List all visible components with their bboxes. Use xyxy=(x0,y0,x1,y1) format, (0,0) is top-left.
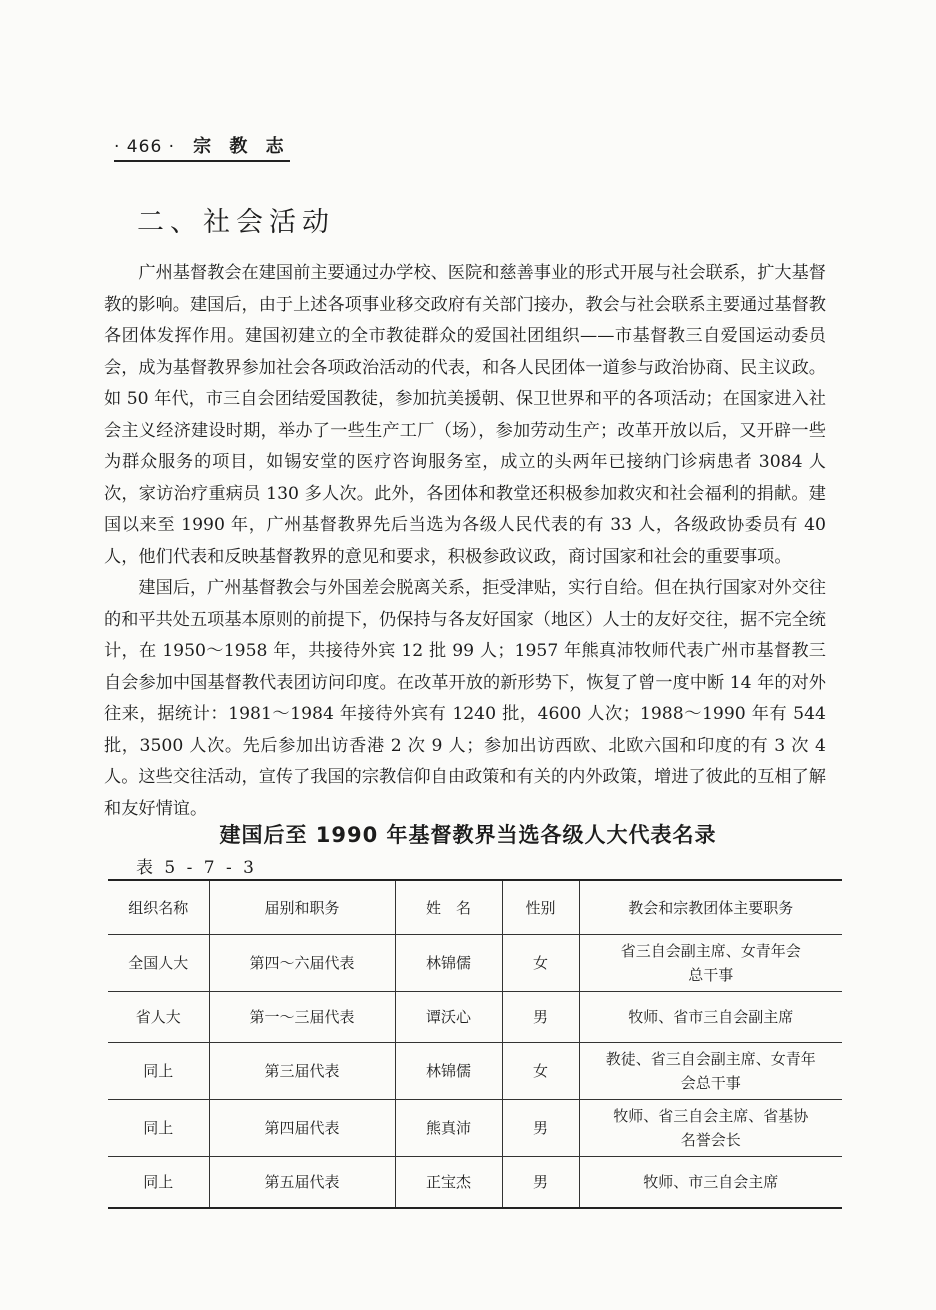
representatives-table xyxy=(108,879,842,1209)
table-cell: 同上 xyxy=(108,1043,209,1100)
body-text xyxy=(104,258,826,825)
table-cell: 林锦儒 xyxy=(395,935,502,992)
book-title: 宗 教 志 xyxy=(193,136,290,157)
running-header xyxy=(114,132,290,162)
table-cell: 牧师、省市三自会副主席 xyxy=(579,992,842,1043)
table-row xyxy=(108,1157,842,1209)
table-title: 建国后至 1990 年基督教界当选各级人大代表名录 xyxy=(219,823,717,847)
table-cell: 省人大 xyxy=(108,992,209,1043)
table-cell: 林锦儒 xyxy=(395,1043,502,1100)
table-cell: 男 xyxy=(502,1157,579,1209)
table-row xyxy=(108,1100,842,1157)
table-cell: 第四～六届代表 xyxy=(209,935,395,992)
table-cell: 女 xyxy=(502,935,579,992)
table-cell: 女 xyxy=(502,1043,579,1100)
table-cell: 全国人大 xyxy=(108,935,209,992)
table-row xyxy=(108,1043,842,1100)
paragraph: 广州基督教会在建国前主要通过办学校、医院和慈善事业的形式开展与社会联系，扩大基督教的影响。建国后，由于上述各项事业移交政府有关部门接办，教会与社会联系主要通过基督教各团体发挥作用。建国初建立的全市教徒群众的爱国社团组织——市基督教三自爱国运动委员会，成为基督教界参加社会各项政治活动的代表，和各人民团体一道参与政治协商、民主议政。如 50 年代，市三自会团结爱国教徒，参加抗美援朝、保卫世界和平的各项活动；在国家进入社会主义经济建设时期，举办了一些生产工厂（场），参加劳动生产；改革开放以后，又开辟一些为群众服务的项目，如锡安堂的医疗咨询服务室，成立的头两年已接纳门诊病患者 3084 人次，家访治疗重病员 130 多人次。此外，各团体和教堂还积极参加救灾和社会福利的捐献。建国以来至 1990 年，广州基督教界先后当选为各级人民代表的有 33 人，各级政协委员有 40 人，他们代表和反映基督教界的意见和要求，积极参政议政，商讨国家和社会的重要事项。 xyxy=(104,263,826,567)
table-cell: 谭沃心 xyxy=(395,992,502,1043)
table-cell: 牧师、省三自会主席、省基协 名誉会长 xyxy=(579,1100,842,1157)
header-cell: 届别和职务 xyxy=(209,880,395,935)
table-code: 表 5 - 7 - 3 xyxy=(136,858,257,878)
table-cell: 第一～三届代表 xyxy=(209,992,395,1043)
table-cell: 第五届代表 xyxy=(209,1157,395,1209)
header-cell: 教会和宗教团体主要职务 xyxy=(579,880,842,935)
table-cell: 省三自会副主席、女青年会 总干事 xyxy=(579,935,842,992)
table-row xyxy=(108,992,842,1043)
header-cell: 姓 名 xyxy=(395,880,502,935)
table-cell: 男 xyxy=(502,992,579,1043)
table-cell: 第三届代表 xyxy=(209,1043,395,1100)
table-cell: 牧师、市三自会主席 xyxy=(579,1157,842,1209)
table-cell: 同上 xyxy=(108,1100,209,1157)
table-row xyxy=(108,935,842,992)
page-number: · 466 · xyxy=(114,137,176,157)
paragraph: 建国后，广州基督教会与外国差会脱离关系，拒受津贴，实行自给。但在执行国家对外交往的和平共处五项基本原则的前提下，仍保持与各友好国家（地区）人士的友好交往，据不完全统计，在 1950～1958 年，共接待外宾 12 批 99 人；1957 年熊真沛牧师代表广州市基督教三自会参加中国基督教代表团访问印度。在改革开放的新形势下，恢复了曾一度中断 14 年的对外往来，据统计：1981～1984 年接待外宾有 1240 批，4600 人次；1988～1990 年有 544 批，3500 人次。先后参加出访香港 2 次 9 人；参加出访西欧、北欧六国和印度的有 3 次 4 人。这些交往活动，宣传了我国的宗教信仰自由政策和有关的内外政策，增进了彼此的互相了解和友好情谊。 xyxy=(104,578,826,819)
table-cell: 同上 xyxy=(108,1157,209,1209)
table-cell: 熊真沛 xyxy=(395,1100,502,1157)
table-header-row xyxy=(108,880,842,935)
table-cell: 第四届代表 xyxy=(209,1100,395,1157)
table-cell: 正宝杰 xyxy=(395,1157,502,1209)
header-cell: 性别 xyxy=(502,880,579,935)
table-cell: 男 xyxy=(502,1100,579,1157)
section-title: 二、社会活动 xyxy=(137,207,335,238)
table-cell: 教徒、省三自会副主席、女青年 会总干事 xyxy=(579,1043,842,1100)
header-cell: 组织名称 xyxy=(108,880,209,935)
